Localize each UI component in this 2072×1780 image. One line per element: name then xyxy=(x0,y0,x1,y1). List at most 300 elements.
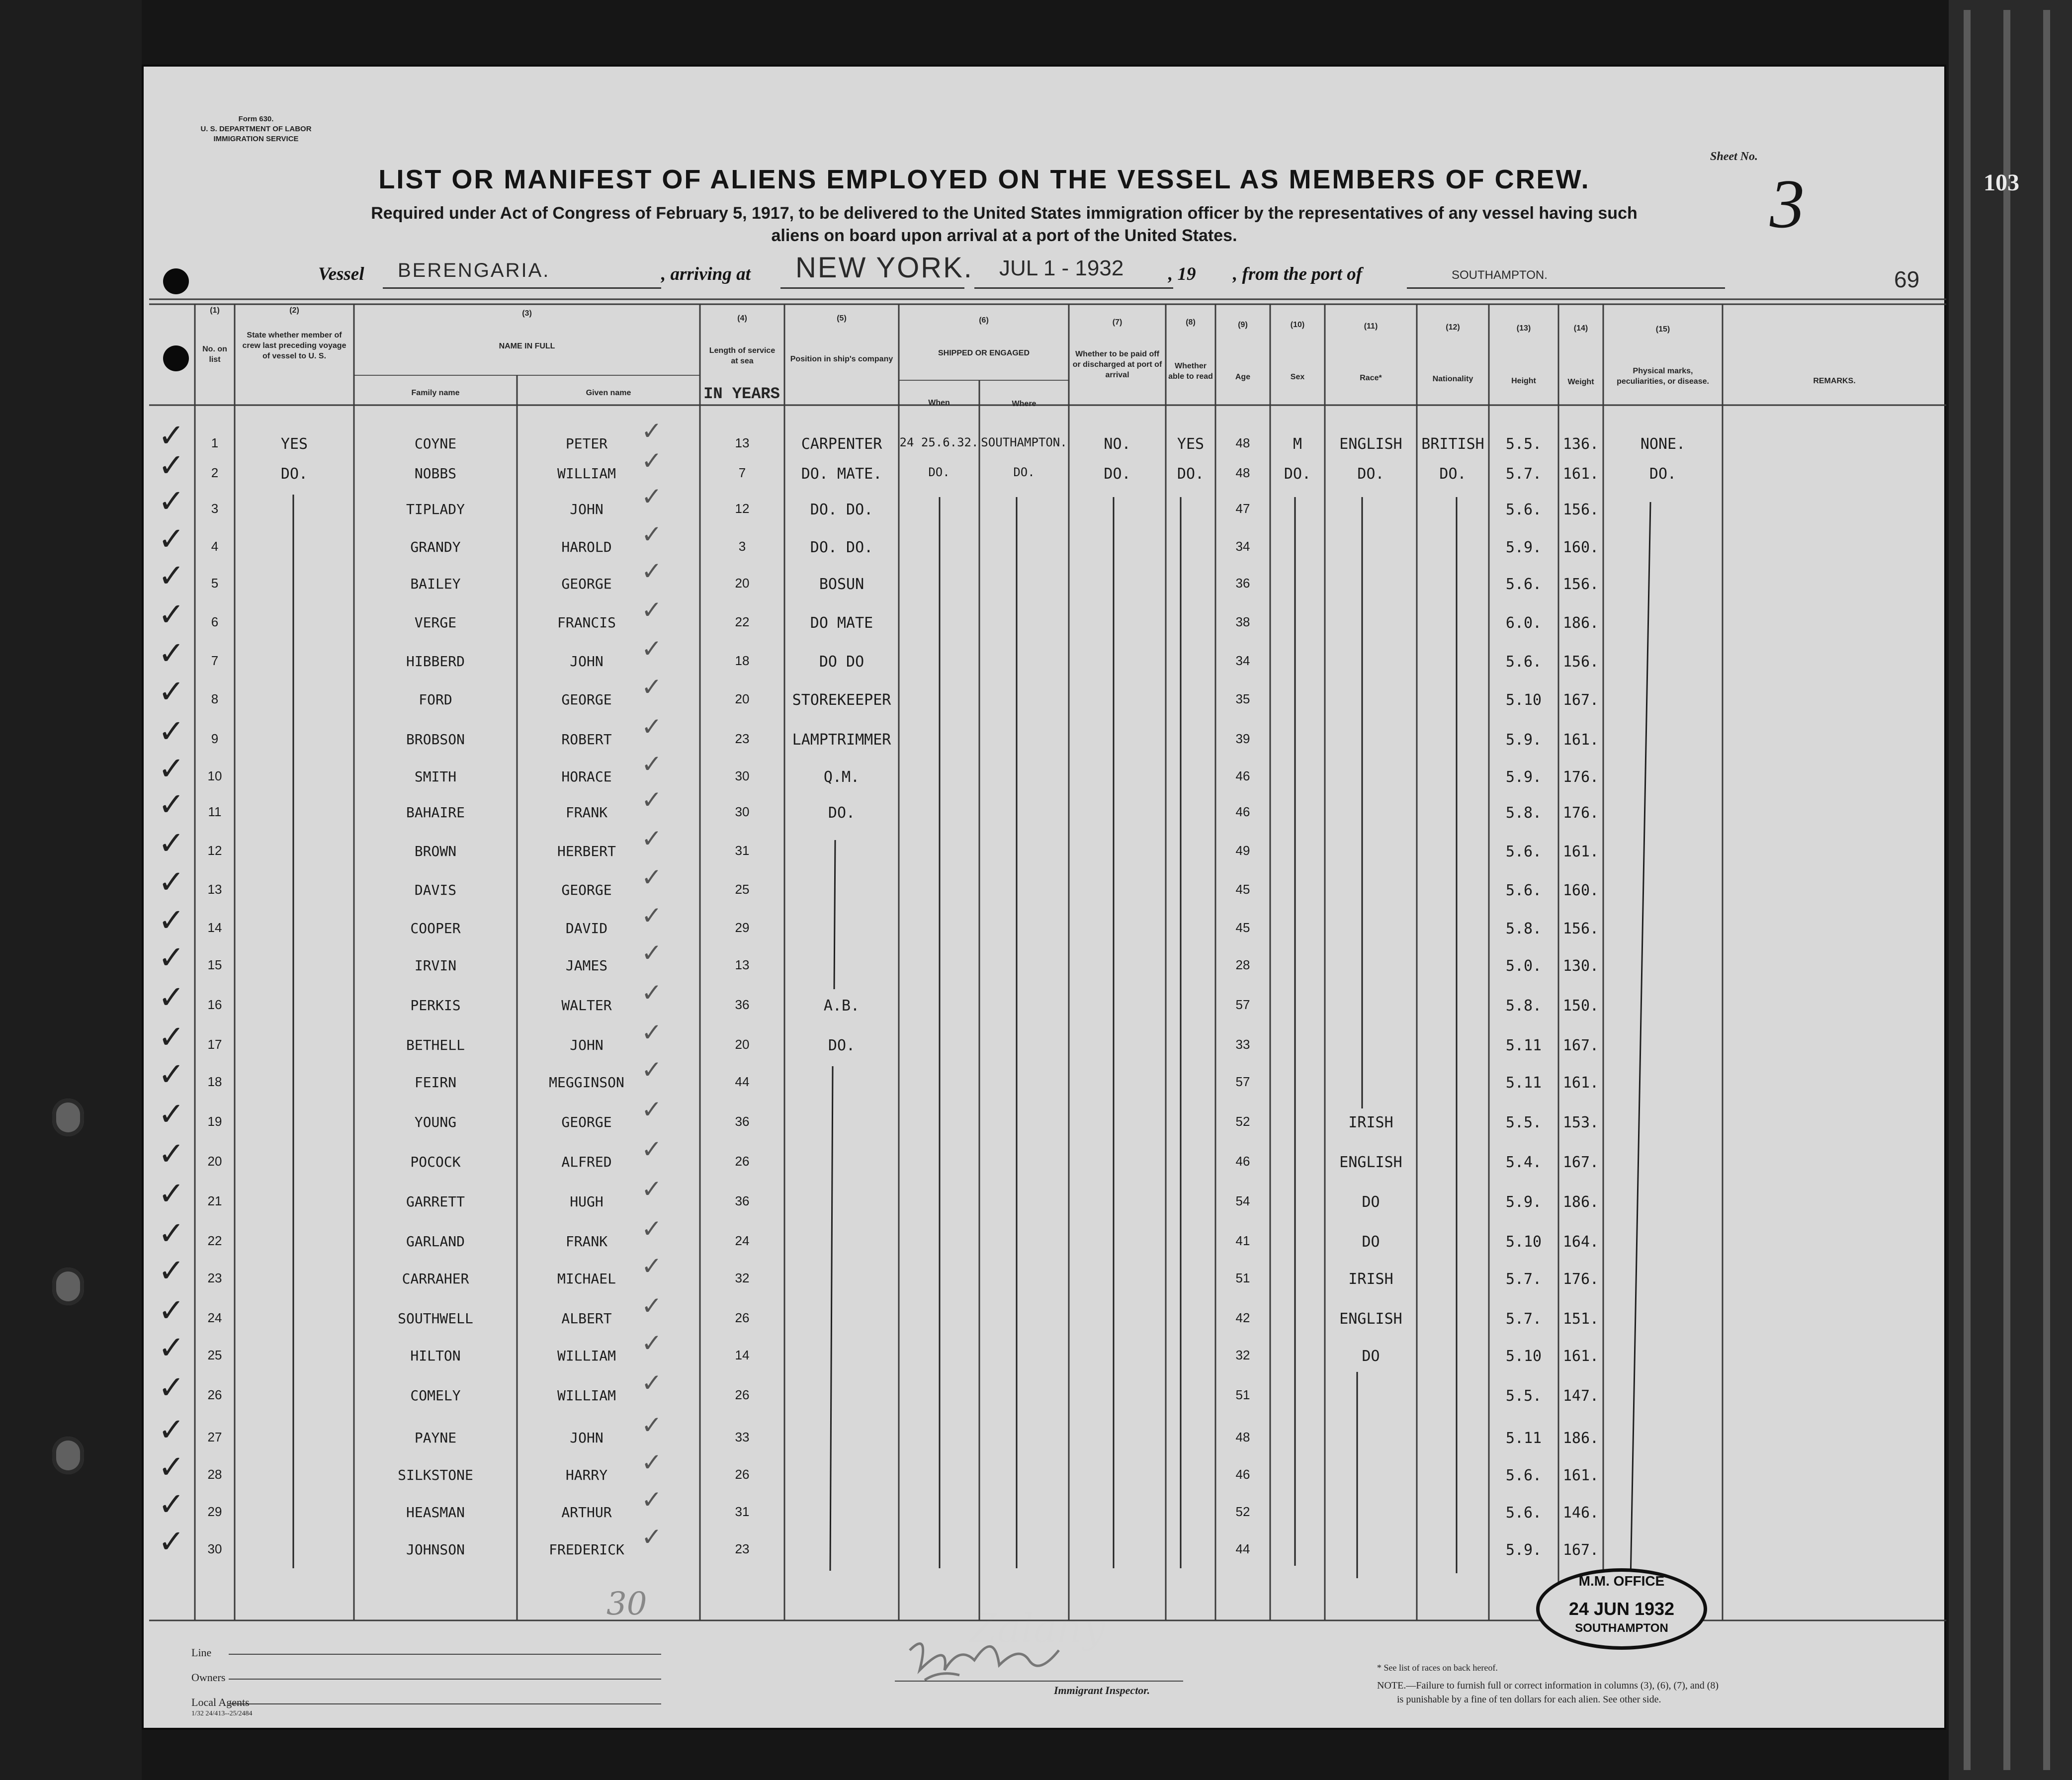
cell-service: 20 xyxy=(735,691,750,706)
cell-service: 22 xyxy=(735,614,750,629)
check-mark-icon: ✓ xyxy=(641,1135,662,1164)
check-mark-icon: ✓ xyxy=(641,863,662,892)
vessel-label: Vessel xyxy=(318,264,364,284)
cell-service: 31 xyxy=(735,1504,750,1519)
cell-given: HERBERT xyxy=(557,843,616,859)
check-mark-icon: ✓ xyxy=(158,713,185,750)
cell-height: 5.5. xyxy=(1505,1387,1542,1405)
cell-given: MEGGINSON xyxy=(549,1074,624,1091)
cell-service: 13 xyxy=(735,435,750,450)
cell-no: 15 xyxy=(207,957,222,972)
cell-nat: BRITISH xyxy=(1421,435,1484,453)
cell-service: 30 xyxy=(735,804,750,819)
cell-weight: 147. xyxy=(1562,1387,1599,1405)
cell-given: FREDERICK xyxy=(549,1541,624,1558)
cell-given: JOHN xyxy=(570,1037,604,1053)
cell-given: GEORGE xyxy=(561,882,612,898)
check-mark-icon: ✓ xyxy=(641,901,662,930)
cell-service: 36 xyxy=(735,1114,750,1129)
cell-read: DO. xyxy=(1177,465,1205,483)
cell-paid: NO. xyxy=(1104,435,1131,453)
cell-age: 38 xyxy=(1235,614,1250,629)
cell-family: IRVIN xyxy=(414,957,457,974)
cell-race: IRISH xyxy=(1348,1114,1393,1131)
cell-no: 18 xyxy=(207,1074,222,1089)
cell-age: 41 xyxy=(1235,1233,1250,1248)
cell-service: 18 xyxy=(735,653,750,668)
check-mark-icon: ✓ xyxy=(641,1485,662,1514)
cell-given: GEORGE xyxy=(561,691,612,708)
check-mark-icon: ✓ xyxy=(641,595,662,624)
cell-given: JOHN xyxy=(570,653,604,670)
print-code: 1/32 24/413--25/2484 xyxy=(191,1710,253,1717)
header-name-in-full: NAME IN FULL xyxy=(499,342,555,350)
cell-height: 5.6. xyxy=(1505,882,1542,899)
cell-no: 26 xyxy=(207,1387,222,1402)
cell-race: DO xyxy=(1362,1233,1380,1251)
check-mark-icon: ✓ xyxy=(158,1176,185,1212)
cell-given: GEORGE xyxy=(561,1114,612,1130)
cell-position: DO. xyxy=(828,804,856,822)
col-num-13: (13) xyxy=(1516,324,1531,333)
check-mark-icon: ✓ xyxy=(158,521,185,558)
check-mark-icon: ✓ xyxy=(641,1252,662,1280)
check-mark-icon: ✓ xyxy=(641,1291,662,1320)
cell-no: 29 xyxy=(207,1504,222,1519)
check-mark-icon: ✓ xyxy=(641,1411,662,1440)
cell-height: 5.11 xyxy=(1505,1430,1542,1447)
cell-paid: DO. xyxy=(1104,465,1131,483)
check-mark-icon: ✓ xyxy=(641,978,662,1007)
check-mark-icon: ✓ xyxy=(641,1448,662,1477)
cell-family: GARLAND xyxy=(406,1233,465,1250)
cell-weight: 161. xyxy=(1562,1467,1599,1484)
col-num-10: (10) xyxy=(1290,321,1305,329)
check-mark-icon: ✓ xyxy=(158,979,185,1016)
immigrant-inspector-label: Immigrant Inspector. xyxy=(1054,1684,1150,1696)
cell-family: SMITH xyxy=(414,768,457,785)
col-num-6: (6) xyxy=(979,316,989,325)
cell-weight: 167. xyxy=(1562,1541,1599,1559)
check-mark-icon: ✓ xyxy=(158,1449,185,1486)
cell-weight: 176. xyxy=(1562,1271,1599,1288)
cell-when: DO. xyxy=(928,465,950,479)
check-mark-icon: ✓ xyxy=(641,557,662,586)
cell-no: 25 xyxy=(207,1348,222,1362)
stamp-place: SOUTHAMPTON xyxy=(1575,1621,1668,1635)
cell-height: 5.10 xyxy=(1505,1233,1542,1251)
cell-service: 36 xyxy=(735,997,750,1012)
cell-given: JOHN xyxy=(570,501,604,517)
inspector-signature xyxy=(969,1606,1105,1652)
cell-no: 8 xyxy=(211,691,219,706)
cell-weight: 161. xyxy=(1562,1348,1599,1365)
cell-height: 5.11 xyxy=(1505,1037,1542,1054)
cell-given: HORACE xyxy=(561,768,612,785)
cell-age: 52 xyxy=(1235,1114,1250,1129)
cell-service: 33 xyxy=(735,1430,750,1444)
check-mark-icon: ✓ xyxy=(158,635,185,672)
cell-weight: 176. xyxy=(1562,804,1599,822)
check-mark-icon: ✓ xyxy=(641,673,662,701)
cell-position: BOSUN xyxy=(819,576,864,593)
cell-service: 30 xyxy=(735,768,750,783)
cell-age: 51 xyxy=(1235,1387,1250,1402)
col-num-8: (8) xyxy=(1186,318,1196,327)
cell-no: 9 xyxy=(211,731,219,746)
cell-age: 45 xyxy=(1235,920,1250,935)
cell-sex: M xyxy=(1293,435,1302,453)
department-name: U. S. DEPARTMENT OF LABOR xyxy=(200,125,312,133)
cell-family: TIPLADY xyxy=(406,501,465,517)
cell-weight: 156. xyxy=(1562,920,1599,937)
cell-family: COOPER xyxy=(410,920,461,936)
header-physical-marks: Physical marks, peculiarities, or disease. xyxy=(1617,367,1709,386)
cell-age: 49 xyxy=(1235,843,1250,858)
cell-given: JAMES xyxy=(565,957,608,974)
tally-count: 30 xyxy=(606,1586,647,1622)
cell-given: HARRY xyxy=(565,1467,608,1483)
cell-service: 31 xyxy=(735,843,750,858)
cell-no: 17 xyxy=(207,1037,222,1052)
cell-family: PAYNE xyxy=(414,1430,457,1446)
cell-no: 27 xyxy=(207,1430,222,1444)
cell-given: ARTHUR xyxy=(561,1504,612,1521)
cell-family: NOBBS xyxy=(414,465,457,482)
cell-given: JOHN xyxy=(570,1430,604,1446)
cell-weight: 153. xyxy=(1562,1114,1599,1131)
check-mark-icon: ✓ xyxy=(158,1056,185,1093)
cell-service: 25 xyxy=(735,882,750,897)
cell-age: 35 xyxy=(1235,691,1250,706)
check-mark-icon: ✓ xyxy=(158,1412,185,1448)
arriving-label: , arriving at xyxy=(661,264,751,284)
cell-height: 5.9. xyxy=(1505,1541,1542,1559)
header-in-years: IN YEARS xyxy=(703,385,780,403)
cell-family: FEIRN xyxy=(414,1074,457,1091)
arrival-date: JUL 1 - 1932 xyxy=(999,256,1124,280)
check-mark-icon: ✓ xyxy=(641,1018,662,1047)
col-num-11: (11) xyxy=(1364,322,1378,331)
cell-prior: DO. xyxy=(280,465,308,483)
check-mark-icon: ✓ xyxy=(158,786,185,823)
check-mark-icon: ✓ xyxy=(158,939,185,976)
cell-height: 5.10 xyxy=(1505,1348,1542,1365)
cell-family: PERKIS xyxy=(410,997,461,1014)
cell-no: 28 xyxy=(207,1467,222,1482)
cell-height: 5.6. xyxy=(1505,501,1542,518)
cell-where: DO. xyxy=(1013,465,1035,479)
cell-position: DO DO xyxy=(819,653,864,671)
cell-height: 5.9. xyxy=(1505,1193,1542,1211)
header-sex: Sex xyxy=(1290,373,1305,381)
cell-family: DAVIS xyxy=(414,882,457,898)
cell-no: 21 xyxy=(207,1193,222,1208)
cell-weight: 156. xyxy=(1562,501,1599,518)
cell-family: JOHNSON xyxy=(406,1541,465,1558)
cell-height: 5.9. xyxy=(1505,768,1542,786)
check-mark-icon: ✓ xyxy=(641,1055,662,1084)
col-num-9: (9) xyxy=(1238,321,1248,329)
cell-height: 5.0. xyxy=(1505,957,1542,975)
cell-given: MICHAEL xyxy=(557,1271,616,1287)
cell-family: YOUNG xyxy=(414,1114,457,1130)
cell-weight: 161. xyxy=(1562,731,1599,749)
cell-family: POCOCK xyxy=(410,1154,461,1170)
cell-prior: YES xyxy=(280,435,308,453)
check-mark-icon: ✓ xyxy=(641,1329,662,1357)
cell-no: 23 xyxy=(207,1271,222,1285)
check-mark-icon: ✓ xyxy=(641,938,662,967)
cell-service: 26 xyxy=(735,1310,750,1325)
cell-position: DO. MATE. xyxy=(801,465,882,483)
cell-nat: DO. xyxy=(1439,465,1467,483)
cell-age: 57 xyxy=(1235,1074,1250,1089)
cell-weight: 167. xyxy=(1562,691,1599,709)
cell-height: 5.6. xyxy=(1505,843,1542,860)
footer-agents-label: Local Agents xyxy=(191,1696,250,1708)
cell-weight: 186. xyxy=(1562,1193,1599,1211)
arrival-port: NEW YORK. xyxy=(795,252,973,284)
check-mark-icon: ✓ xyxy=(158,1253,185,1289)
check-mark-icon: ✓ xyxy=(158,418,185,454)
cell-age: 46 xyxy=(1235,768,1250,783)
cell-age: 45 xyxy=(1235,882,1250,897)
header-when: When xyxy=(928,399,950,407)
cell-no: 5 xyxy=(211,576,219,591)
cell-service: 36 xyxy=(735,1193,750,1208)
col-num-15: (15) xyxy=(1655,325,1670,334)
cell-age: 47 xyxy=(1235,501,1250,516)
header-able-to-read: Whether able to read xyxy=(1168,362,1213,381)
service-name: IMMIGRATION SERVICE xyxy=(213,135,299,143)
cell-height: 5.7. xyxy=(1505,1271,1542,1288)
cell-age: 46 xyxy=(1235,1467,1250,1482)
page-title: LIST OR MANIFEST OF ALIENS EMPLOYED ON THE VESSEL AS MEMBERS OF CREW. xyxy=(378,165,1590,194)
cell-weight: 176. xyxy=(1562,768,1599,786)
cell-weight: 156. xyxy=(1562,576,1599,593)
cell-age: 48 xyxy=(1235,435,1250,450)
cell-height: 5.5. xyxy=(1505,435,1542,453)
cell-no: 14 xyxy=(207,920,222,935)
stamp-office: M.M. OFFICE xyxy=(1578,1573,1665,1589)
cell-height: 5.8. xyxy=(1505,920,1542,937)
cell-age: 44 xyxy=(1235,1541,1250,1556)
check-mark-icon: ✓ xyxy=(158,1136,185,1173)
cell-weight: 156. xyxy=(1562,653,1599,671)
header-length-of-service: Length of service at sea xyxy=(709,346,776,365)
cell-weight: 146. xyxy=(1562,1504,1599,1522)
cell-given: FRANK xyxy=(565,1233,608,1250)
cell-service: 24 xyxy=(735,1233,750,1248)
cell-family: FORD xyxy=(419,691,452,708)
check-mark-icon: ✓ xyxy=(641,824,662,853)
col-num-14: (14) xyxy=(1573,324,1588,333)
footer-owners-label: Owners xyxy=(191,1671,226,1684)
cell-given: FRANK xyxy=(565,804,608,821)
cell-service: 26 xyxy=(735,1154,750,1169)
header-height: Height xyxy=(1511,377,1536,385)
cell-age: 57 xyxy=(1235,997,1250,1012)
check-mark-icon: ✓ xyxy=(641,520,662,549)
cell-no: 16 xyxy=(207,997,222,1012)
check-mark-icon: ✓ xyxy=(641,417,662,445)
header-shipped-or-engaged: SHIPPED OR ENGAGED xyxy=(938,349,1030,357)
cell-no: 24 xyxy=(207,1310,222,1325)
cell-weight: 160. xyxy=(1562,882,1599,899)
cell-race: DO. xyxy=(1357,465,1384,483)
cell-given: ROBERT xyxy=(561,731,612,748)
stamp-date: 24 JUN 1932 xyxy=(1568,1599,1675,1619)
check-mark-icon: ✓ xyxy=(158,864,185,901)
check-mark-icon: ✓ xyxy=(641,1523,662,1551)
check-mark-icon: ✓ xyxy=(158,902,185,939)
cell-height: 5.9. xyxy=(1505,539,1542,556)
cell-family: BROWN xyxy=(414,843,457,859)
page-number: 103 xyxy=(1984,170,2019,196)
cell-height: 5.8. xyxy=(1505,804,1542,822)
col-num-5: (5) xyxy=(837,314,847,323)
check-mark-icon: ✓ xyxy=(641,1175,662,1203)
cell-marks: DO. xyxy=(1649,465,1677,483)
cell-no: 20 xyxy=(207,1154,222,1169)
check-mark-icon: ✓ xyxy=(158,825,185,862)
cell-position: DO. DO. xyxy=(810,539,873,556)
cell-family: BAILEY xyxy=(410,576,461,592)
header-where: Where xyxy=(1012,400,1036,408)
cell-family: CARRAHER xyxy=(402,1271,469,1287)
cell-height: 5.9. xyxy=(1505,731,1542,749)
cell-age: 54 xyxy=(1235,1193,1250,1208)
race-note: * See list of races on back hereof. xyxy=(1377,1663,1498,1673)
col-num-2: (2) xyxy=(289,306,299,315)
cell-service: 23 xyxy=(735,1541,750,1556)
cell-service: 3 xyxy=(738,539,746,554)
cell-height: 5.6. xyxy=(1505,1504,1542,1522)
cell-weight: 150. xyxy=(1562,997,1599,1015)
cell-family: HILTON xyxy=(410,1348,461,1364)
check-mark-icon: ✓ xyxy=(158,1524,185,1560)
form-number: Form 630. xyxy=(238,115,274,123)
cell-service: 20 xyxy=(735,1037,750,1052)
cell-weight: 186. xyxy=(1562,1430,1599,1447)
check-mark-icon: ✓ xyxy=(158,483,185,520)
check-mark-icon: ✓ xyxy=(158,674,185,710)
cell-height: 5.7. xyxy=(1505,1310,1542,1328)
check-mark-icon: ✓ xyxy=(641,785,662,814)
cell-service: 7 xyxy=(738,465,746,480)
vessel-name: BERENGARIA. xyxy=(398,259,550,281)
cell-no: 10 xyxy=(207,768,222,783)
header-paid-off: Whether to be paid off or discharged at port of arrival xyxy=(1072,350,1162,379)
cell-where: SOUTHAMPTON. xyxy=(981,435,1067,449)
cell-service: 44 xyxy=(735,1074,750,1089)
check-mark-icon: ✓ xyxy=(158,558,185,594)
cell-height: 5.6. xyxy=(1505,576,1542,593)
cell-position: LAMPTRIMMER xyxy=(792,731,891,749)
cell-height: 5.4. xyxy=(1505,1154,1542,1171)
header-age: Age xyxy=(1235,373,1251,381)
cell-given: HUGH xyxy=(570,1193,604,1210)
cell-service: 26 xyxy=(735,1387,750,1402)
cell-given: WALTER xyxy=(561,997,612,1014)
cell-family: BROBSON xyxy=(406,731,465,748)
header-race: Race* xyxy=(1360,374,1382,382)
check-mark-icon: ✓ xyxy=(158,1330,185,1366)
check-mark-icon: ✓ xyxy=(641,634,662,663)
col-num-1: (1) xyxy=(210,306,220,315)
col-num-4: (4) xyxy=(737,314,747,323)
cell-race: DO xyxy=(1362,1193,1380,1211)
cell-family: HEASMAN xyxy=(406,1504,465,1521)
cell-position: STOREKEEPER xyxy=(792,691,891,709)
cell-height: 5.6. xyxy=(1505,653,1542,671)
cell-weight: 161. xyxy=(1562,1074,1599,1092)
check-mark-icon: ✓ xyxy=(158,447,185,484)
cell-given: FRANCIS xyxy=(557,614,616,631)
cell-family: BAHAIRE xyxy=(406,804,465,821)
cell-service: 32 xyxy=(735,1271,750,1285)
cell-height: 5.5. xyxy=(1505,1114,1542,1131)
cell-weight: 161. xyxy=(1562,843,1599,860)
cell-given: PETER xyxy=(565,435,608,452)
note-line-1: NOTE.—Failure to furnish full or correct information in columns (3), (6), (7), and (8) xyxy=(1377,1680,1719,1691)
check-mark-icon: ✓ xyxy=(158,1486,185,1523)
sheet-number: 3 xyxy=(1770,166,1805,243)
cell-no: 12 xyxy=(207,843,222,858)
cell-position: DO MATE xyxy=(810,614,873,632)
col-num-12: (12) xyxy=(1446,323,1460,332)
cell-weight: 167. xyxy=(1562,1037,1599,1054)
cell-family: SOUTHWELL xyxy=(398,1310,473,1327)
cell-sex: DO. xyxy=(1284,465,1311,483)
cell-weight: 160. xyxy=(1562,539,1599,556)
cell-position: DO. xyxy=(828,1037,856,1054)
check-mark-icon: ✓ xyxy=(158,1292,185,1329)
cell-position: CARPENTER xyxy=(801,435,882,453)
cell-given: WILLIAM xyxy=(557,1348,616,1364)
cell-given: DAVID xyxy=(565,920,608,936)
cell-height: 5.11 xyxy=(1505,1074,1542,1092)
header-remarks: REMARKS. xyxy=(1813,377,1856,385)
cell-weight: 161. xyxy=(1562,465,1599,483)
cell-position: Q.M. xyxy=(823,768,860,786)
check-mark-icon: ✓ xyxy=(158,1019,185,1056)
cell-no: 1 xyxy=(211,435,219,450)
cell-given: WILLIAM xyxy=(557,465,616,482)
from-port: SOUTHAMPTON. xyxy=(1452,268,1548,282)
cell-age: 42 xyxy=(1235,1310,1250,1325)
cell-weight: 186. xyxy=(1562,614,1599,632)
col-num-7: (7) xyxy=(1112,318,1122,327)
cell-given: ALBERT xyxy=(561,1310,612,1327)
cell-age: 51 xyxy=(1235,1271,1250,1285)
cell-weight: 136. xyxy=(1562,435,1599,453)
cell-family: VERGE xyxy=(414,614,457,631)
check-mark-icon: ✓ xyxy=(641,1095,662,1124)
header-position: Position in ship's company xyxy=(790,355,893,363)
header-no: No. on list xyxy=(202,345,227,364)
cell-age: 33 xyxy=(1235,1037,1250,1052)
header-family-name: Family name xyxy=(411,389,460,397)
cell-height: 5.10 xyxy=(1505,691,1542,709)
cell-family: SILKSTONE xyxy=(398,1467,473,1483)
year-label: , 19 xyxy=(1168,264,1196,284)
cell-age: 32 xyxy=(1235,1348,1250,1362)
sheet-label: Sheet No. xyxy=(1710,150,1758,163)
cell-position: DO. DO. xyxy=(810,501,873,518)
cell-race: IRISH xyxy=(1348,1271,1393,1288)
